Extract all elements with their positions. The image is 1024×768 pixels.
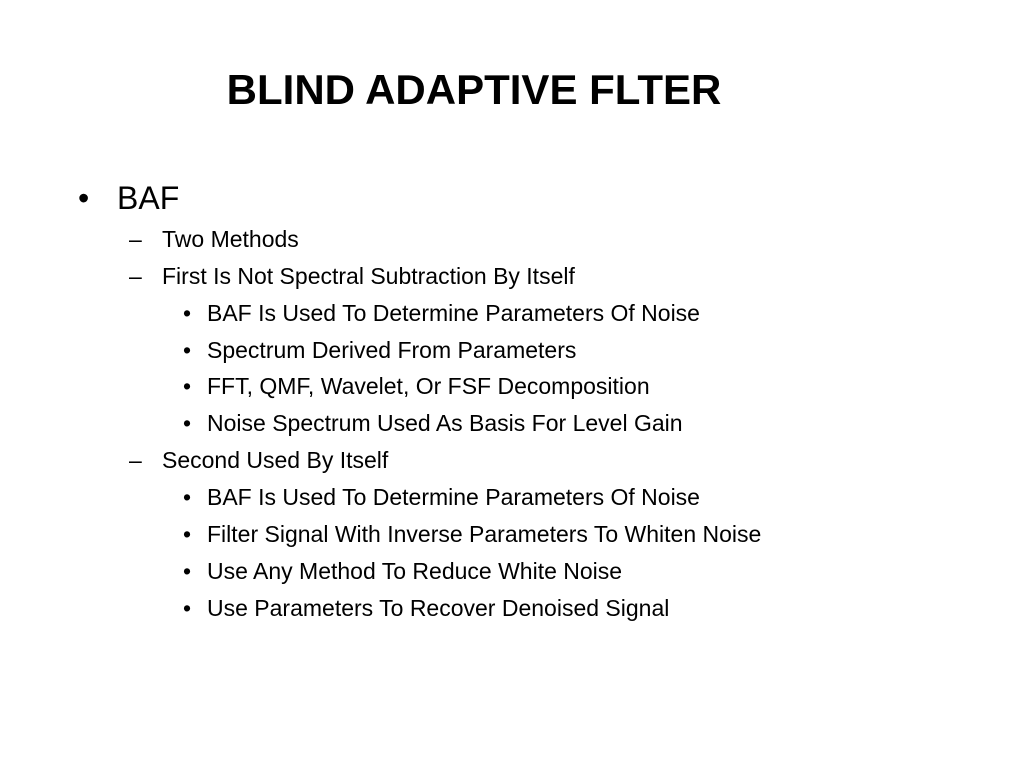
sub-sub-bullet-text: BAF Is Used To Determine Parameters Of Noise xyxy=(207,484,700,510)
sub-bullet-item xyxy=(0,224,1024,254)
sub-sub-bullet-item xyxy=(0,593,1024,623)
bullet-marker: • xyxy=(183,558,192,584)
bullet-marker: • xyxy=(183,484,192,510)
bullet-marker: • xyxy=(78,180,90,216)
sub-bullet-item xyxy=(0,261,1024,291)
bullet-marker: • xyxy=(183,521,192,547)
bullet-marker: • xyxy=(183,337,192,363)
bullet-marker: • xyxy=(183,595,192,621)
slide-title: BLIND ADAPTIVE FLTER xyxy=(226,66,722,113)
sub-sub-bullet-text: Use Any Method To Reduce White Noise xyxy=(207,558,623,584)
bullet-marker: • xyxy=(183,300,192,326)
sub-sub-bullet-item xyxy=(0,335,1024,365)
sub-bullet-item xyxy=(0,445,1024,475)
dash-marker: – xyxy=(129,263,142,289)
sub-sub-bullet-text: Spectrum Derived From Parameters xyxy=(207,337,577,363)
bullet-marker: • xyxy=(183,410,192,436)
sub-sub-bullet-item xyxy=(0,371,1024,401)
sub-sub-bullet-text: FFT, QMF, Wavelet, Or FSF Decomposition xyxy=(207,373,650,399)
bullet-text: BAF xyxy=(117,180,180,216)
sub-sub-bullet-item xyxy=(0,482,1024,512)
sub-bullet-text: Two Methods xyxy=(162,226,299,252)
sub-sub-bullet-item xyxy=(0,556,1024,586)
sub-sub-bullet-text: BAF Is Used To Determine Parameters Of Noise xyxy=(207,300,700,326)
bullet-item xyxy=(0,178,1024,218)
bullet-marker: • xyxy=(183,373,192,399)
dash-marker: – xyxy=(129,447,142,473)
sub-bullet-text: Second Used By Itself xyxy=(162,447,389,473)
sub-sub-bullet-text: Filter Signal With Inverse Parameters To Whiten Noise xyxy=(207,521,762,547)
sub-sub-bullet-item xyxy=(0,298,1024,328)
sub-sub-bullet-text: Use Parameters To Recover Denoised Signal xyxy=(207,595,670,621)
sub-sub-bullet-item xyxy=(0,519,1024,549)
dash-marker: – xyxy=(129,226,142,252)
sub-bullet-text: First Is Not Spectral Subtraction By Itself xyxy=(162,263,575,289)
sub-sub-bullet-text: Noise Spectrum Used As Basis For Level Gain xyxy=(207,410,683,436)
sub-sub-bullet-item xyxy=(0,408,1024,438)
